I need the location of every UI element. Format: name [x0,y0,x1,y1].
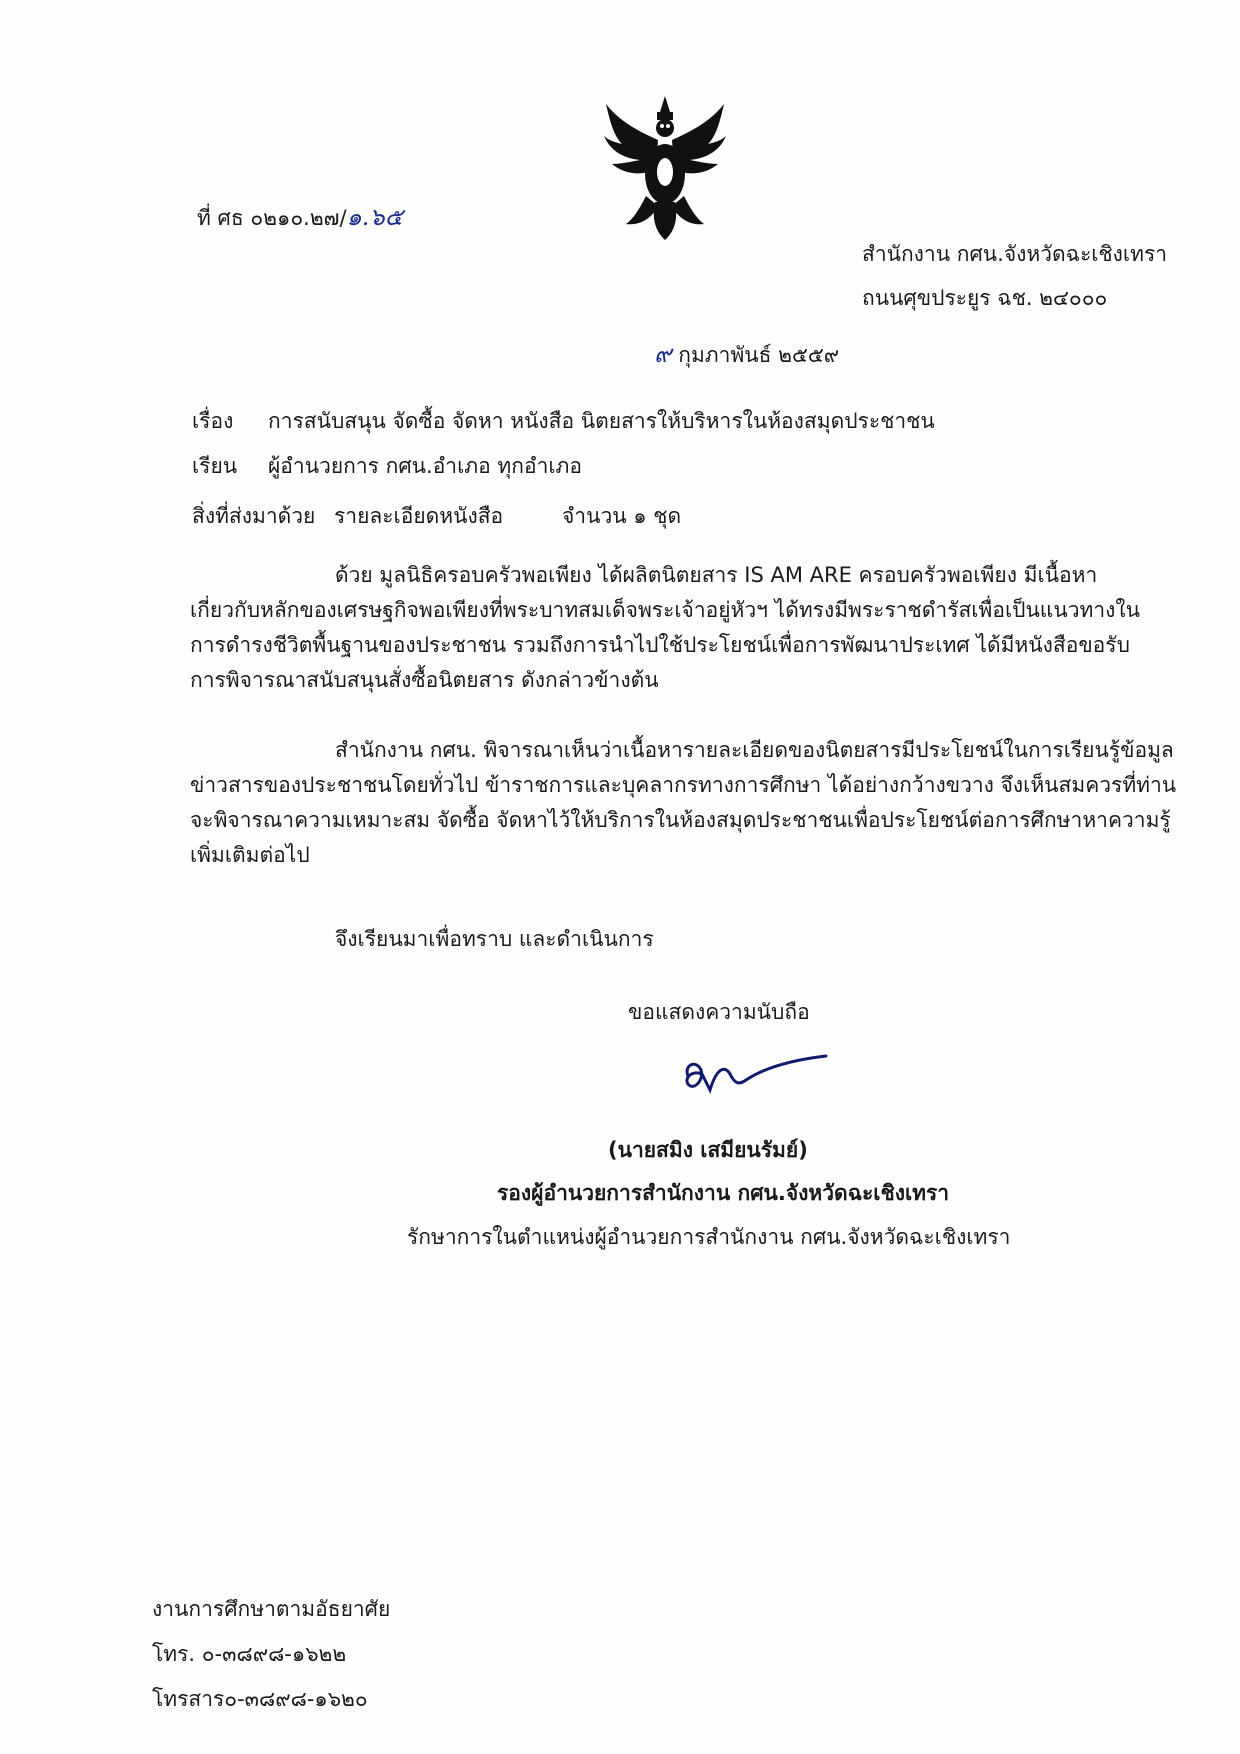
salutation: ขอแสดงความนับถือ [628,1000,810,1024]
closing-sentence: จึงเรียนมาเพื่อทราบ และดำเนินการ [335,927,654,951]
paragraph-1: ด้วย มูลนิธิครอบครัวพอเพียง ได้ผลิตนิตยสาร IS AM ARE ครอบครัวพอเพียง มีเนื้อหา เกี่ยวกับหลักของเศรษฐกิจพอเพียงที่พระบาทสมเด็จพระเจ้าอยู่หัวฯ ได้ทรงมีพระราชดำรัสเพื่อเป็นแนวทางใน การดำรงชีวิตพื้นฐานของประชาชน รวมถึงการนำไปใช้ประโยชน์เพื่อการพัฒนาประเทศ ได้มีหนังสือขอรับ การพิจารณาสนับสนุนสั่งซื้อนิตยสาร ดังกล่าวข้างต้น [190,563,1140,692]
signer-name: (นายสมิง เสมียนรัมย์) [608,1138,808,1162]
subject-label: เรื่อง [192,409,234,433]
paragraph-2: สำนักงาน กศน. พิจารณาเห็นว่าเนื้อหารายละเอียดของนิตยสารมีประโยชน์ในการเรียนรู้ข้อมูล ข่าวสารของประชาชนโดยทั่วไป ข้าราชการและบุคลากรทางการศึกษา ได้อย่างกว้างขวาง จึงเห็นสมควรที่ท่าน จะพิจารณาความเหมาะสม จัดซื้อ จัดหาไว้ให้บริการในห้องสมุดประชาชนเพื่อประโยชน์ต่อการศึกษาหาความรู้ เพิ่มเติมต่อไป [190,738,1177,867]
recipient-label: เรียน [192,454,238,478]
footer-department: งานการศึกษาตามอัธยาศัย [152,1597,391,1621]
office-name: สำนักงาน กศน.จังหวัดฉะเชิงเทรา [862,242,1168,266]
enclosure-count: จำนวน ๑ ชุด [562,504,682,528]
footer-fax: โทรสาร๐-๓๘๙๘-๑๖๒๐ [152,1687,368,1711]
handwritten-signature [680,1040,830,1110]
document-number: ที่ ศธ ๐๒๑๐.๒๗/๑.๖๕ [197,203,403,231]
footer-phone: โทร. ๐-๓๘๙๘-๑๖๒๒ [152,1642,347,1666]
recipient-text: ผู้อำนวยการ กศน.อำเภอ ทุกอำเภอ [268,454,583,478]
enclosure-label: สิ่งที่ส่งมาด้วย [192,504,316,528]
signer-acting-position: รักษาการในตำแหน่งผู้อำนวยการสำนักงาน กศน.จังหวัดฉะเชิงเทรา [407,1225,1011,1249]
signer-position: รองผู้อำนวยการสำนักงาน กศน.จังหวัดฉะเชิงเทรา [497,1181,950,1205]
document-date: ๙ กุมภาพันธ์ ๒๕๕๙ [654,340,840,368]
office-address: ถนนศุขประยูร ฉช. ๒๔๐๐๐ [862,286,1108,310]
enclosure-item: รายละเอียดหนังสือ [334,504,504,528]
garuda-emblem [600,92,730,242]
subject-text: การสนับสนุน จัดซื้อ จัดหา หนังสือ นิตยสารให้บริหารในห้องสมุดประชาชน [268,409,935,433]
